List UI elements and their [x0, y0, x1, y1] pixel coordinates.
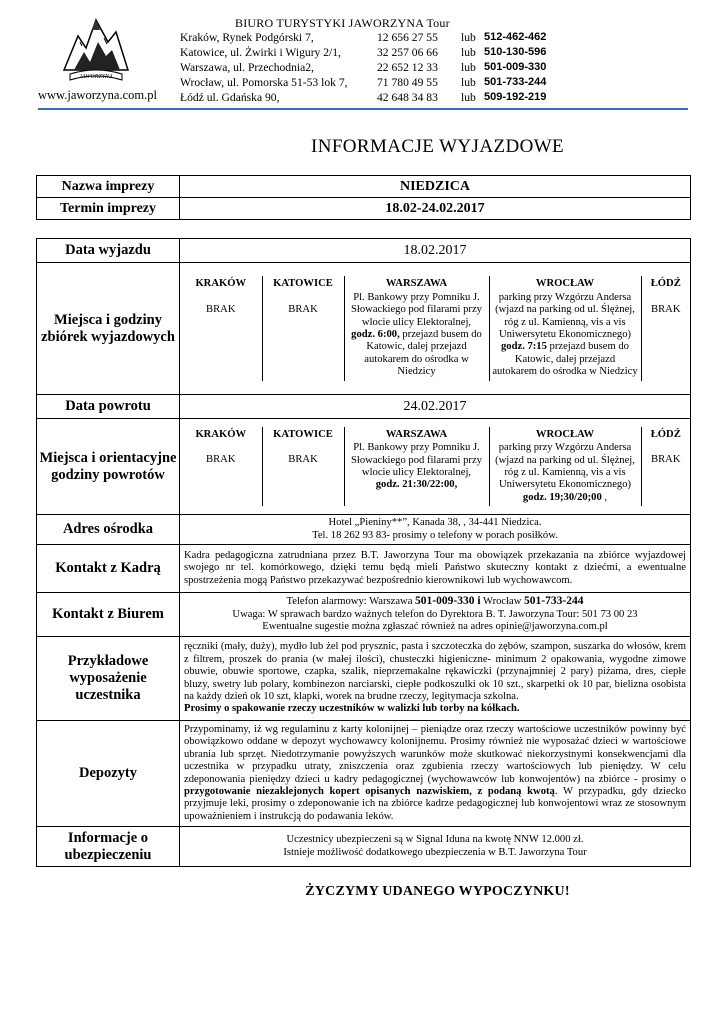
date-value: 18.02-24.02.2017: [180, 198, 691, 220]
address-label: Adres ośrodka: [37, 515, 180, 545]
page-title: INFORMACJE WYJAZDOWE: [310, 136, 565, 157]
staff-label: Kontakt z Kadrą: [37, 545, 180, 593]
date-label: Termin imprezy: [37, 198, 180, 220]
return-places-label: Miejsca i orientacyjne godziny powrotów: [37, 419, 180, 515]
ret-krakow: KRAKÓW BRAK: [180, 427, 262, 506]
return-date-label: Data powrotu: [37, 395, 180, 419]
office-row: Kraków, Rynek Podgórski 7, 12 656 27 55 lub 512-462-462: [180, 31, 547, 44]
name-label: Nazwa imprezy: [37, 176, 180, 198]
ret-warszawa: WARSZAWA Pl. Bankowy przy Pomniku J. Słowackiego pod filarami przy wlocie ulicy Elektoralnej, godz. 21:30/22:00,: [344, 427, 489, 506]
jaworzyna-logo-icon: [60, 12, 132, 84]
office-list: [180, 30, 546, 105]
departure-date-value: 18.02.2017: [180, 239, 691, 263]
company-name: BIURO TURYSTYKI JAWORZYNA Tour: [235, 16, 450, 30]
summary-table: [36, 175, 691, 220]
departure-places: [180, 263, 691, 395]
dep-katowice: KATOWICE BRAK: [262, 276, 344, 380]
office-row: Wrocław, ul. Pomorska 51-53 lok 7, 71 780 49 55 lub 501-733-244: [180, 76, 547, 89]
header-divider: [38, 108, 688, 110]
return-places: [180, 419, 691, 515]
svg-text:JAWORZYNA: JAWORZYNA: [79, 74, 113, 80]
return-date-value: 24.02.2017: [180, 395, 691, 419]
dep-wroclaw: WROCŁAW parking przy Wzgórzu Andersa (wjazd na parking od ul. Ślężnej, róg z ul. Kamienną, vis a vis Uniwersytetu Ekonomicznego) godz. 7:15 przejazd busem do Katowic, dalej przejazd autokarem do ośrodka w Niedzicy: [489, 276, 641, 380]
departure-places-label: Miejsca i godziny zbiórek wyjazdowych: [37, 263, 180, 395]
name-value: NIEDZICA: [180, 176, 691, 198]
staff-text: Kadra pedagogiczna zatrudniana przez B.T. Jaworzyna Tour ma obowiązek przekazania na zbiórce wyjazdowej swojego nr tel. komórkowego, dzięki temu będą mieli Państwo skuteczny kontakt z dziećmi, a ewentualne spostrzeżenia mogą Państwo przekazywać bezpośrednio kierownikowi lub wychowawcom.: [180, 545, 691, 593]
ret-wroclaw: WROCŁAW parking przy Wzgórzu Andersa (wjazd na parking od ul. Ślężnej, róg z ul. Kamienną, vis a vis Uniwersytetu Ekonomicznego) godz. 19;30/20;00 ,: [489, 427, 641, 506]
ret-lodz: ŁÓDŹ BRAK: [650, 428, 681, 466]
office-row: Warszawa, ul. Przechodnia2, 22 652 12 33 lub 501-009-330: [180, 61, 547, 74]
dep-lodz: ŁÓDŹ BRAK: [650, 278, 681, 315]
office-row: Katowice, ul. Żwirki i Wigury 2/1, 32 257 06 66 lub 510-130-596: [180, 46, 547, 59]
deposits-label: Depozyty: [37, 721, 180, 827]
deposits-text: Przypominamy, iż wg regulaminu z karty kolonijnej – pieniądze oraz rzeczy wartościowe uczestników powinny być obowiązkowo oddane w depozyt wychowawcy kolonijnemu. Prosimy również nie wyposażać dzieci w wartościowe ubrania lub sprzęt. Niedotrzymanie powyższych warunków może skutkować niekorzystnymi konsekwencjami dla uczestnika w przypadku utraty, zniszczenia oraz zgubienia rzeczy wartościowych lub pieniędzy. W celu zdeponowania pieniędzy dzieci u kadry pedagogicznej (wychowawców lub konwojentów) na zbiórce - prosimy o przygotowanie niezaklejonych kopert opisanych nazwiskiem, z podaną kwotą. W przypadku, gdy dziecko przyjmuje leki, prosimy o zdeponowanie ich na zbiórce kadrze pedagogicznej lub konwojentowi wraz ze stosownym upoważnieniem i instrukcją do podawania leków.: [180, 721, 691, 827]
dep-krakow: KRAKÓW BRAK: [180, 276, 262, 380]
footer-wish: ŻYCZYMY UDANEGO WYPOCZYNKU!: [305, 884, 570, 899]
website-link[interactable]: www.jaworzyna.com.pl: [38, 88, 157, 102]
office-label: Kontakt z Biurem: [37, 593, 180, 637]
office-row: Łódź ul. Gdańska 90, 42 648 34 83 lub 509-192-219: [180, 91, 547, 104]
letterhead: [38, 8, 688, 104]
equipment-text: ręczniki (mały, duży), mydło lub żel pod prysznic, pasta i szczoteczka do zębów, szampon, suszarka do włosów, krem z filtrem, proszek do prania (w małej ilości), chusteczki higieniczne- minimum 2 opakowania, wygodne zimowe obuwie, obuwie sportowe, czapka, szalik, nieprzemakalne rękawiczki (przynajmniej 2 pary) piżama, dres, ciepłe bluzy, swetry lub polary, kombinezon narciarski, ciepłe podkoszulki ok 10 szt., skarpetki ok 10 par, bielizna osobista na każdy dzień ok 10 szt, klapki, worek na brudne rzeczy, legitymacja szkolna. Prosimy o spakowanie rzeczy uczestników w walizki lub torby na kółkach.: [180, 637, 691, 721]
details-table: [36, 238, 691, 867]
departure-date-label: Data wyjazdu: [37, 239, 180, 263]
address-value: Hotel „Pieniny**”, Kanada 38, , 34-441 Niedzica. Tel. 18 262 93 83- prosimy o telefony w porach posiłków.: [180, 515, 691, 545]
insurance-label: Informacje o ubezpieczeniu: [37, 827, 180, 867]
dep-warszawa: WARSZAWA Pl. Bankowy przy Pomniku J. Słowackiego pod filarami przy wlocie ulicy Elektoralnej, godz. 6:00, przejazd busem do Katowic, dalej przejazd autokarem do ośrodka w Niedzicy: [344, 276, 489, 380]
office-contact: Telefon alarmowy: Warszawa 501-009-330 i Wrocław 501-733-244 Uwaga: W sprawach bardzo ważnych telefon do Dyrektora B. T. Jaworzyna Tour: 501 73 00 23 Ewentualne sugestie można zgłaszać również na adres opinie@jaworzyna.com.pl: [180, 593, 691, 637]
insurance-text: Uczestnicy ubezpieczeni są w Signal Iduna na kwotę NNW 12.000 zł. Istnieje możliwość dodatkowego ubezpieczenia w B.T. Jaworzyna Tour: [180, 827, 691, 867]
equipment-label: Przykładowe wyposażenie uczestnika: [37, 637, 180, 721]
ret-katowice: KATOWICE BRAK: [262, 427, 344, 506]
